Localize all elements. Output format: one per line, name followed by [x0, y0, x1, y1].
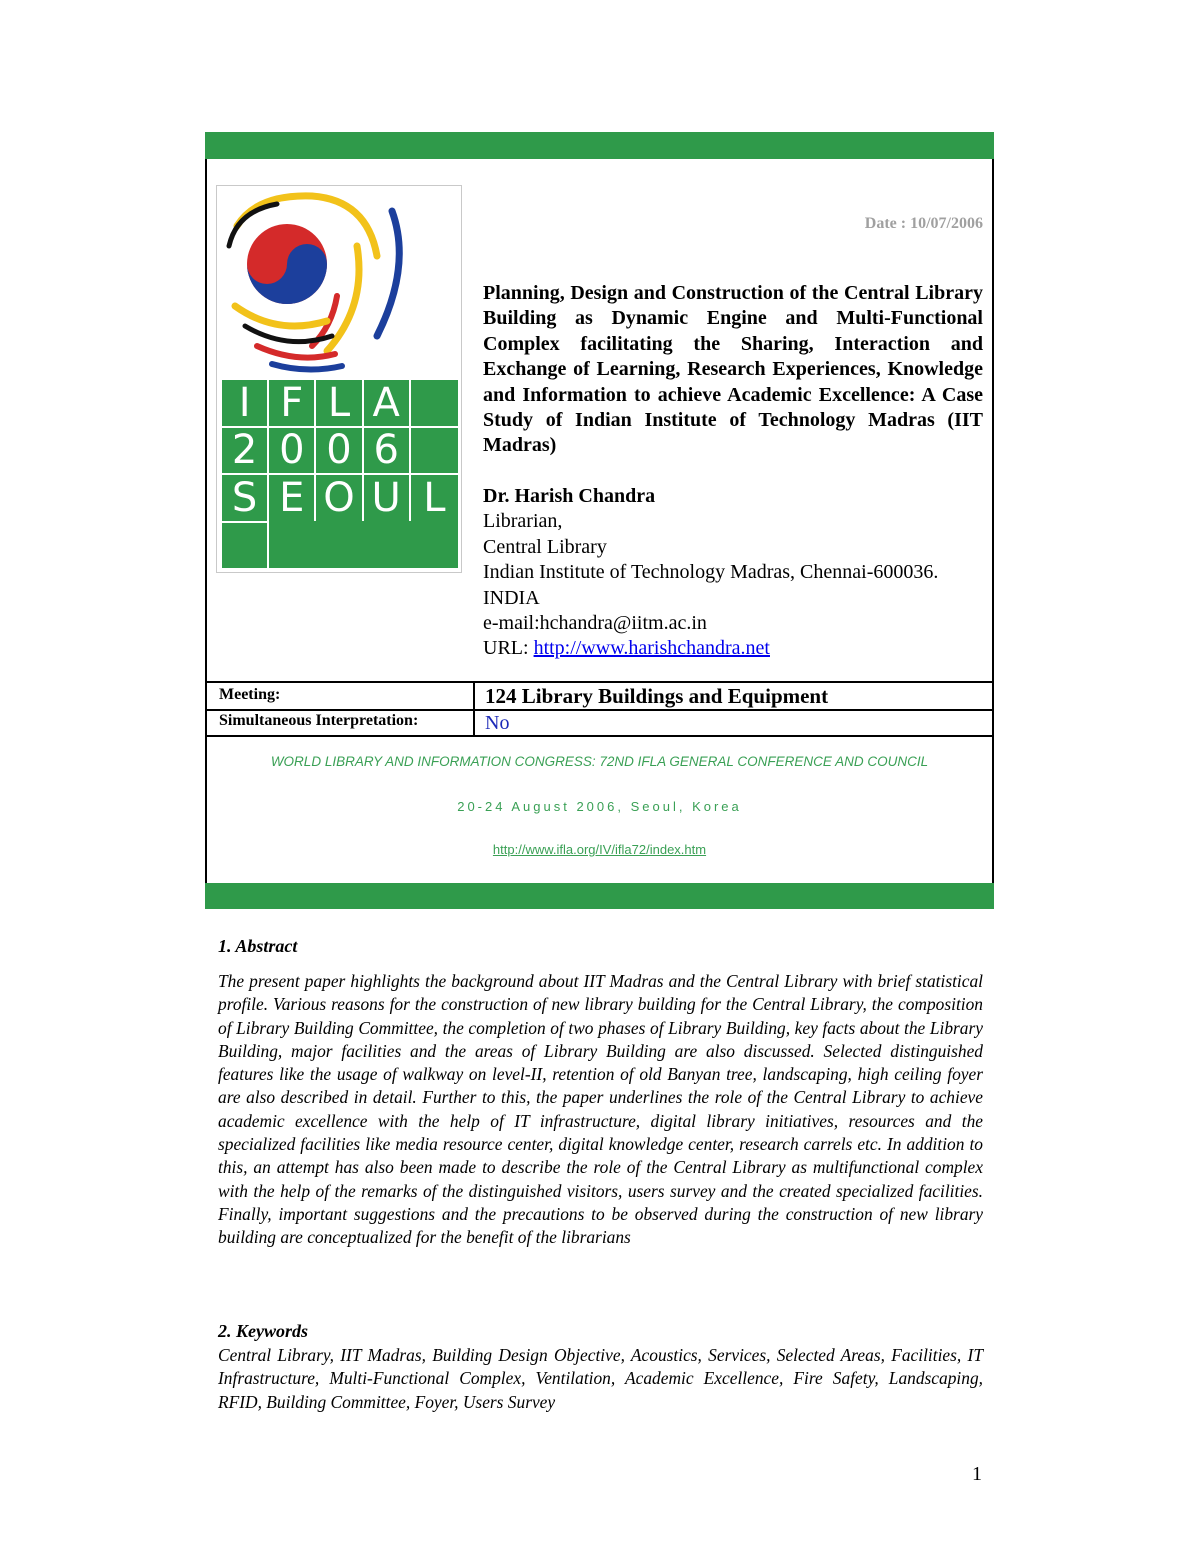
author-department: Central Library	[483, 535, 607, 558]
author-email: e-mail:hchandra@iitm.ac.in	[483, 612, 707, 635]
meeting-value: 124 Library Buildings and Equipment	[485, 684, 829, 708]
author-block	[483, 484, 983, 662]
author-role: Librarian,	[483, 510, 563, 533]
swirl-yellow-bottom	[235, 306, 327, 326]
interpretation-row	[207, 709, 992, 737]
paper-date: Date : 10/07/2006	[864, 215, 983, 232]
logo-cell: 2	[222, 426, 269, 474]
author-name: Dr. Harish Chandra	[483, 485, 656, 507]
logo-cell: U	[364, 473, 411, 521]
ifla-2006-seoul-logo	[216, 185, 462, 573]
swirl-blue-bottom	[272, 364, 342, 370]
interpretation-label: Simultaneous Interpretation:	[219, 712, 419, 729]
author-institution: Indian Institute of Technology Madras, Chennai-600036. INDIA	[483, 561, 939, 609]
logo-cell: 0	[316, 426, 363, 474]
abstract-text: The present paper highlights the background about IIT Madras and the Central Library with brief statistical profile. Various reasons for the construction of new library building for the Central Library, the composition of Library Building Committee, the completion of two phases of Library Building, key facts about the Library Building, major facilities and the areas of Library Building are also discussed. Selected distinguished features like the usage of walkway on level-II, retention of old Banyan tree, landscaping, high ceiling foyer are also described in detail. Further to this, the paper underlines the role of the Central Library to achieve academic excellence with the help of IT infrastructure, digital library initiatives, resources and the specialized facilities like media resource center, digital knowledge center, research carrels etc. In addition to this, an attempt has also been made to describe the role of the Central Library as multifunctional complex with the help of the remarks of the distinguished visitors, users survey and the created specialized facilities. Finally, important suggestions and the precautions to be observed during the construction of new library building are conceptualized for the benefit of the librarians	[218, 971, 983, 1248]
logo-cell: O	[316, 473, 363, 521]
logo-cell: I	[222, 378, 269, 426]
logo-cell	[411, 426, 458, 474]
logo-cell: E	[269, 473, 316, 521]
author-url-line	[483, 636, 983, 661]
congress-link[interactable]: http://www.ifla.org/IV/ifla72/index.htm	[492, 842, 707, 857]
interpretation-value: No	[485, 712, 510, 734]
logo-cell: L	[411, 473, 458, 521]
page-number: 1	[972, 1463, 982, 1485]
swirl-red-bottom	[257, 346, 335, 358]
table-divider	[473, 709, 475, 735]
swirl-blue-right	[377, 211, 399, 336]
meeting-row	[207, 683, 992, 711]
paper-title: Planning, Design and Construction of the Central Library Building as Dynamic Engine and Multi-Functional Complex facilitating the Sharing, Interaction and Exchange of Learning, Research Experiences, Knowledge and Information to achieve Academic Excellence: A Case Study of Indian Institute of Technology Madras (IIT Madras)	[483, 282, 983, 457]
meeting-table	[205, 681, 994, 735]
logo-cell: 0	[269, 426, 316, 474]
keywords-heading: 2. Keywords	[218, 1321, 308, 1341]
logo-cell	[222, 521, 269, 569]
logo-cell: F	[269, 378, 316, 426]
logo-cell: A	[364, 378, 411, 426]
header-bottom-band	[205, 883, 994, 909]
logo-cell: L	[316, 378, 363, 426]
abstract-heading: 1. Abstract	[218, 936, 298, 956]
logo-cell	[411, 378, 458, 426]
author-url-label: URL:	[483, 637, 534, 660]
header-top-band	[205, 132, 994, 159]
congress-dates: 20-24 August 2006, Seoul, Korea	[457, 799, 742, 814]
congress-title: WORLD LIBRARY AND INFORMATION CONGRESS: 72ND IFLA GENERAL CONFERENCE AND COUNCIL	[270, 754, 929, 769]
logo-letter-grid	[222, 378, 458, 568]
logo-cell: S	[222, 473, 269, 521]
table-divider	[473, 683, 475, 709]
logo-cell: 6	[364, 426, 411, 474]
meeting-label: Meeting:	[219, 686, 281, 703]
author-url-link[interactable]: http://www.harishchandra.net	[533, 637, 770, 660]
swirl-emblem-icon	[217, 186, 461, 378]
keywords-text: Central Library, IIT Madras, Building Design Objective, Acoustics, Services, Selected Areas, Facilities, IT Infrastructure, Multi-Functional Complex, Ventilation, Academic Excellence, Fire Safety, Landscaping, RFID, Building Committee, Foyer, Users Survey	[218, 1345, 983, 1412]
